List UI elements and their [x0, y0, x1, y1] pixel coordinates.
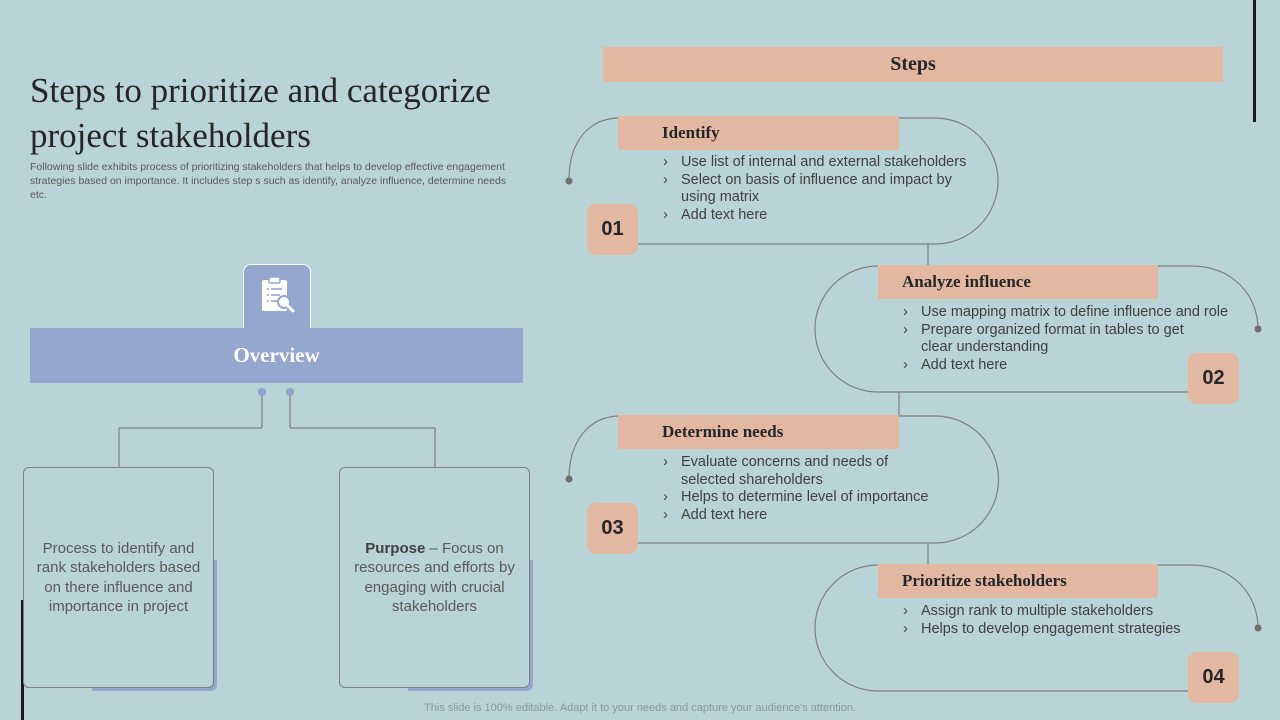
- purpose-text: – Focus on resources and efforts by engaging with crucial stakeholders: [354, 539, 515, 615]
- overview-icon-tab: [243, 264, 311, 330]
- list-item: › Prepare organized format in tables to get clear understanding: [903, 322, 1203, 357]
- overview-banner: Overview: [30, 328, 523, 383]
- step-1-number: 01: [587, 204, 638, 255]
- overview-left-box: [23, 467, 214, 688]
- step-2-label: Analyze influence: [878, 265, 1158, 299]
- list-item: › Add text here: [903, 357, 1243, 375]
- list-item: › Assign rank to multiple stakeholders: [903, 603, 1243, 621]
- list-item: › Use list of internal and external stakeholders: [663, 154, 983, 172]
- step-4-bullets: [903, 603, 1243, 638]
- footer-note: This slide is 100% editable. Adapt it to your needs and capture your audience's attention.: [424, 702, 856, 714]
- overview-left-text: Process to identify and rank stakeholders based on there influence and importance in project: [36, 539, 201, 615]
- overview-right-box: [339, 467, 530, 688]
- list-item: › Add text here: [663, 507, 983, 525]
- list-item: › Helps to develop engagement strategies: [903, 621, 1243, 639]
- list-item: › Use mapping matrix to define influence and role: [903, 304, 1243, 322]
- step-4-number: 04: [1188, 652, 1239, 703]
- step-3-number: 03: [587, 503, 638, 554]
- step-2-number: 02: [1188, 353, 1239, 404]
- page-subtitle: Following slide exhibits process of prioritizing stakeholders that helps to develop effective engagement strategies based on importance. It includes step s such as identify, analyze influence, determine needs etc.: [30, 161, 507, 201]
- step-3-label: Determine needs: [618, 415, 899, 449]
- step-1-bullets: [663, 154, 983, 224]
- list-item: › Helps to determine level of importance: [663, 489, 983, 507]
- step-4-label: Prioritize stakeholders: [878, 564, 1158, 598]
- page-title: Steps to prioritize and categorize project stakeholders: [30, 71, 491, 155]
- list-item: › Evaluate concerns and needs of selected shareholders: [663, 454, 923, 489]
- steps-header: Steps: [603, 47, 1223, 82]
- purpose-label: Purpose: [365, 539, 426, 557]
- overview-right-text: [352, 539, 517, 617]
- step-3-bullets: [663, 454, 983, 524]
- list-item: › Select on basis of influence and impact by using matrix: [663, 172, 963, 207]
- list-item: › Add text here: [663, 207, 983, 225]
- step-1-label: Identify: [618, 116, 899, 150]
- clipboard-search-icon: [258, 275, 296, 320]
